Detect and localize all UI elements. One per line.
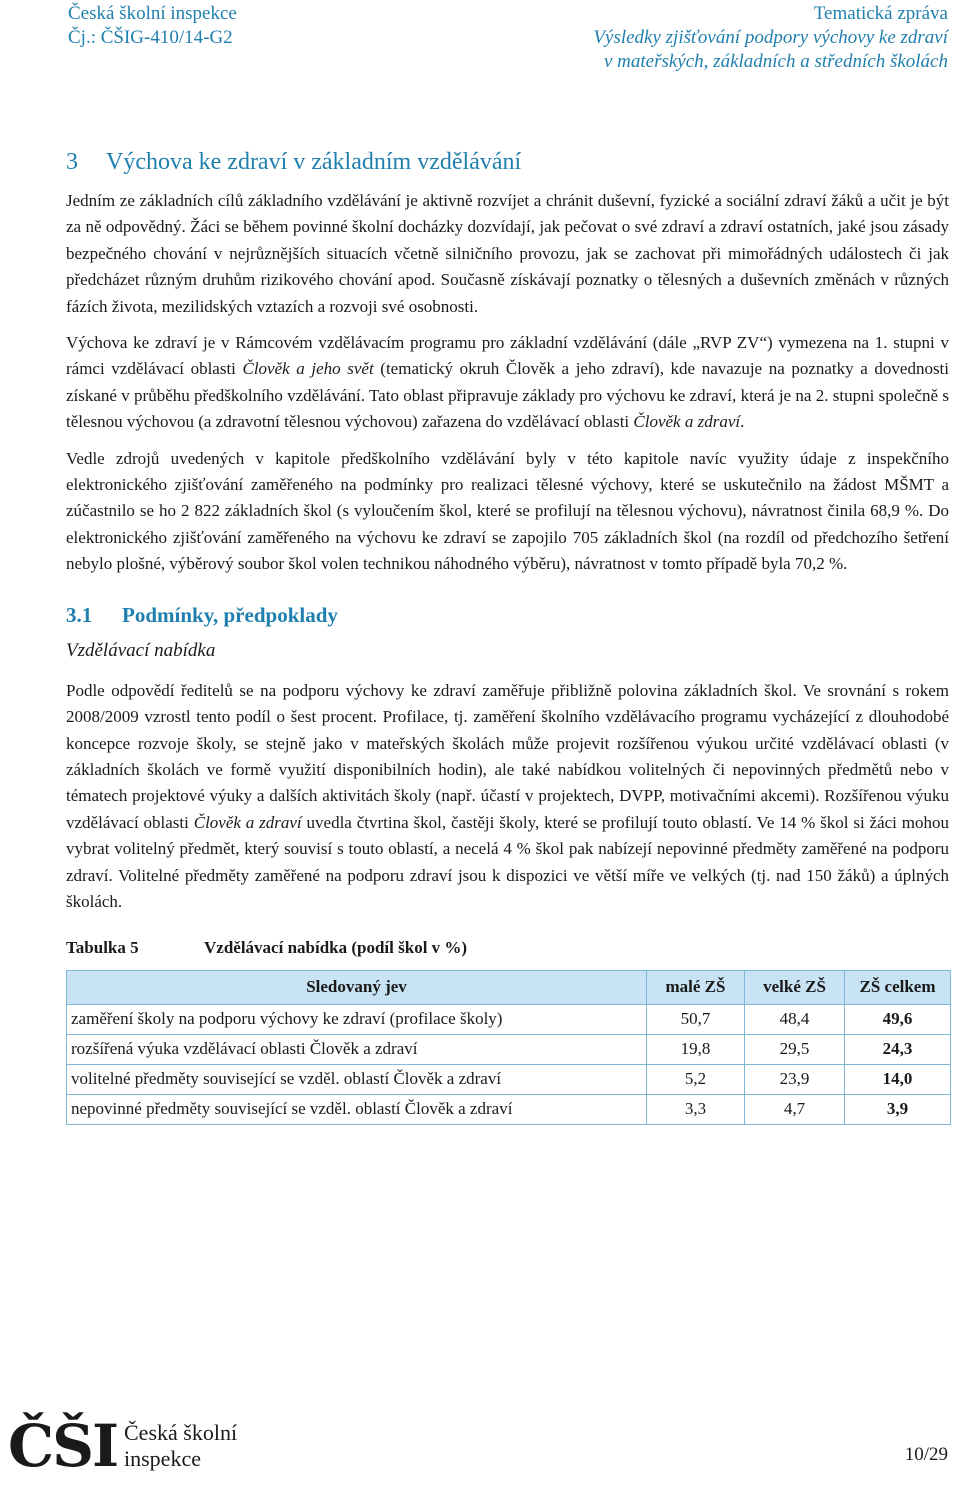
cell-large: 48,4 [745,1004,845,1034]
table-header-row [67,970,951,1004]
col-header-total: ZŠ celkem [845,970,951,1004]
cell-large: 4,7 [745,1094,845,1124]
cell-small: 50,7 [647,1004,745,1034]
cell-total: 24,3 [845,1034,951,1064]
page-content [66,148,949,1125]
cell-phenomenon: nepovinné předměty související se vzděl. oblastí Člověk a zdraví [67,1094,647,1124]
subsection-title: Podmínky, předpoklady [122,602,338,627]
paragraph-sources: Vedle zdrojů uvedených v kapitole předškolního vzdělávání byly v této kapitole navíc využity údaje z inspekčního elektronického zjišťování zaměřeného na podmínky pro realizaci tělesné výchovy, které se uskutečnilo na žádost MŠMT a zúčastnilo se ho 2 822 základních škol (s vyloučením škol, které se profilují na tělesnou výchovu), návratnost činila 68,9 %. Do elektronického zjišťování zaměřeného na výchovu ke zdraví se zapojilo 705 základních škol (na rozdíl od předchozího šetření nebylo plošné, výběrový soubor škol volen technikou náhodného výběru), návratnost v tomto případě byla 70,2 %. [66,448,949,574]
table-title: Vzdělávací nabídka (podíl škol v %) [204,938,468,958]
table-label: Tabulka 5 [66,938,139,958]
header-reference: Čj.: ČŠIG-410/14-G2 [68,27,233,48]
col-header-large: velké ZŠ [745,970,845,1004]
subsection-heading [66,602,949,628]
header-doc-type: Tematická zpráva [813,3,948,24]
header-doc-title-2: v mateřských, základních a středních školách [603,51,948,72]
section-heading [66,148,949,176]
paragraph-offer-text-2: uvedla čtvrtina škol, častěji školy, které se profilují touto oblastí. Ve 14 % škol si žáci mohou vybrat volitelný předmět, který souvisí s touto oblastí, a necelá 4 % škol pak nabízejí nepovinné předměty zaměřené na podporu zdraví. Volitelné předměty zaměřené na podporu zdraví jsou k dispozici ve větší míře ve velkých (tj. nad 150 žáků) a úplných školách. [66,812,949,911]
cell-large: 29,5 [745,1034,845,1064]
paragraph-offer [66,678,949,916]
subsubsection-title: Vzdělávací nabídka [66,639,216,661]
csi-logo [8,1414,268,1478]
section-number: 3 [66,149,78,175]
paragraph-rvp [66,330,949,436]
paragraph-rvp-italic-2: Člověk a zdraví [633,412,741,432]
logo-name-line-2: inspekce [124,1446,201,1471]
section-title: Výchova ke zdraví v základním vzdělávání [106,149,522,175]
header-left [68,2,237,50]
cell-small: 3,3 [647,1094,745,1124]
cell-small: 5,2 [647,1064,745,1094]
logo-name-line-1: Česká školní [124,1420,238,1445]
paragraph-offer-italic: Člověk a zdraví [193,812,302,832]
col-header-phenomenon: Sledovaný jev [67,970,647,1004]
paragraph-offer-text-1: Podle odpovědí ředitelů se na podporu výchovy ke zdraví zaměřuje přibližně polovina základních škol. Ve srovnání s rokem 2008/2009 vzrostl tento podíl o šest procent. Profilace, tj. zaměření školního vzdělávacího programu vycházející z dlouhodobé koncepce rozvoje školy, se stejně jako v mateřských školách může projevit rozšířenou výukou určité vzdělávací oblasti (v základních školách ve formě využití disponibilních hodin), ale také nabídkou volitelných či nepovinných předmětů nebo v tématech projektové výuky a dalších aktivitách školy (např. účastí v projektech, DVPP, motivačními akcemi). Rozšířenou výuku vzdělávací oblasti [66,680,949,832]
header-doc-title-1: Výsledky zjišťování podpory výchovy ke zdraví [593,27,948,48]
table-row [67,1064,951,1094]
cell-total: 49,6 [845,1004,951,1034]
cell-phenomenon: volitelné předměty související se vzděl. oblastí Člověk a zdraví [67,1064,647,1094]
paragraph-rvp-text-1: Výchova ke zdraví je v Rámcovém vzdělávacím programu pro základní vzdělávání (dále „RVP ZV“) vymezena na 1. stupni v rámci vzdělávací oblasti [66,333,949,379]
table-row [67,1034,951,1064]
header-org: Česká školní inspekce [68,3,237,24]
paragraph-rvp-text-2: (tematický okruh Člověk a jeho zdraví), kde navazuje na poznatky a dovednosti získané v průběhu předškolního vzdělávání. Tato oblast připravuje základy pro výchovu ke zdraví, která je na 2. stupni společně s tělesnou výchovou (a zdravotní tělesnou výchovou) zařazena do vzdělávací oblasti [66,359,950,432]
subsection-number: 3.1 [66,602,93,627]
cell-large: 23,9 [745,1064,845,1094]
logo-mark: ČŠI [8,1412,118,1480]
page-number: 10/29 [904,1444,948,1465]
col-header-small: malé ZŠ [647,970,745,1004]
cell-total: 14,0 [845,1064,951,1094]
table-caption [66,935,949,961]
paragraph-rvp-text-3: . [740,412,745,432]
table-row [67,1094,951,1124]
offer-table [66,970,951,1125]
cell-phenomenon: rozšířená výuka vzdělávací oblasti Člověk a zdraví [67,1034,647,1064]
paragraph-rvp-italic-1: Člověk a jeho svět [242,359,374,379]
header-right [593,2,948,74]
cell-phenomenon: zaměření školy na podporu výchovy ke zdraví (profilace školy) [67,1004,647,1034]
table-row [67,1004,951,1034]
logo-name [124,1420,237,1472]
cell-total: 3,9 [845,1094,951,1124]
paragraph-intro: Jedním ze základních cílů základního vzdělávání je aktivně rozvíjet a chránit duševní, fyzické a sociální zdraví žáků a učit je být za ně odpovědný. Žáci se během povinné školní docházky dozvídají, jak pečovat o své zdraví a zdraví ostatních, jaké jsou zásady bezpečného chování v nejrůznějších situacích včetně silničního provozu, jak se zachovat při mimořádných událostech či jak předcházet různým druhům rizikového chování apod. Současně získávají poznatky o tělesných a duševních změnách v různých fázích života, mezilidských vztazích a rozvoji své osobnosti. [66,191,949,316]
cell-small: 19,8 [647,1034,745,1064]
